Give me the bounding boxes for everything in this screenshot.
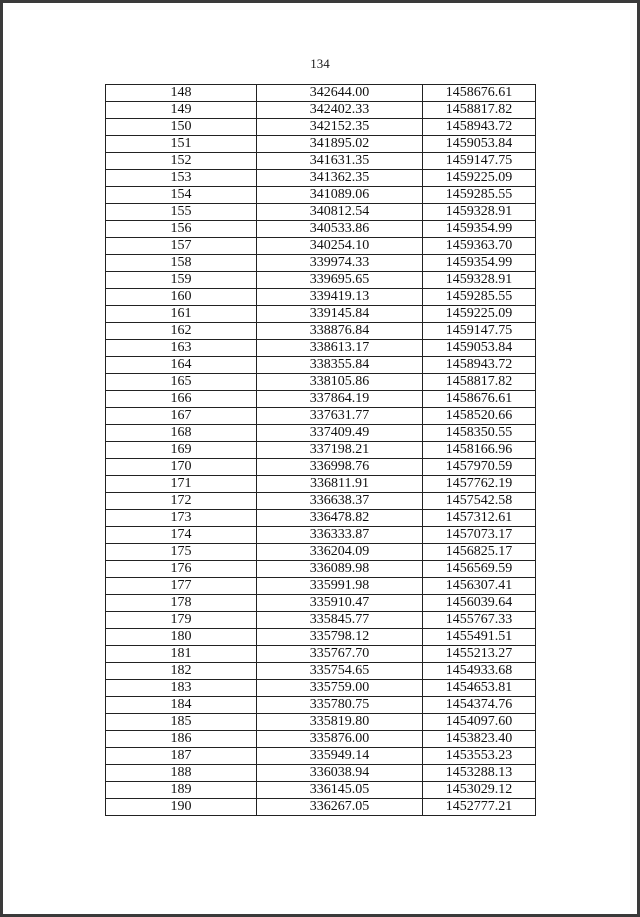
y-coordinate-cell: 1455491.51 [423, 629, 536, 646]
x-coordinate-cell: 339145.84 [257, 306, 423, 323]
table-row [106, 221, 536, 238]
point-number-cell: 184 [106, 697, 257, 714]
y-coordinate-cell: 1456569.59 [423, 561, 536, 578]
x-coordinate-cell: 341631.35 [257, 153, 423, 170]
point-number-cell: 181 [106, 646, 257, 663]
y-coordinate-cell: 1454933.68 [423, 663, 536, 680]
table-row [106, 544, 536, 561]
table-row [106, 748, 536, 765]
x-coordinate-cell: 336089.98 [257, 561, 423, 578]
point-number-cell: 158 [106, 255, 257, 272]
y-coordinate-cell: 1453029.12 [423, 782, 536, 799]
y-coordinate-cell: 1455767.33 [423, 612, 536, 629]
x-coordinate-cell: 340254.10 [257, 238, 423, 255]
y-coordinate-cell: 1453288.13 [423, 765, 536, 782]
table-row [106, 408, 536, 425]
x-coordinate-cell: 336145.05 [257, 782, 423, 799]
table-row [106, 170, 536, 187]
table-row [106, 782, 536, 799]
point-number-cell: 151 [106, 136, 257, 153]
table-row [106, 272, 536, 289]
x-coordinate-cell: 337631.77 [257, 408, 423, 425]
point-number-cell: 150 [106, 119, 257, 136]
table-row [106, 357, 536, 374]
table-row [106, 714, 536, 731]
x-coordinate-cell: 340533.86 [257, 221, 423, 238]
x-coordinate-cell: 335991.98 [257, 578, 423, 595]
y-coordinate-cell: 1459285.55 [423, 187, 536, 204]
x-coordinate-cell: 335798.12 [257, 629, 423, 646]
coordinates-table [105, 84, 536, 816]
y-coordinate-cell: 1459354.99 [423, 221, 536, 238]
y-coordinate-cell: 1457542.58 [423, 493, 536, 510]
table-row [106, 476, 536, 493]
x-coordinate-cell: 338876.84 [257, 323, 423, 340]
table-row [106, 765, 536, 782]
table-row [106, 238, 536, 255]
x-coordinate-cell: 342644.00 [257, 85, 423, 102]
point-number-cell: 171 [106, 476, 257, 493]
y-coordinate-cell: 1458166.96 [423, 442, 536, 459]
table-row [106, 119, 536, 136]
x-coordinate-cell: 336638.37 [257, 493, 423, 510]
table-row [106, 612, 536, 629]
point-number-cell: 189 [106, 782, 257, 799]
x-coordinate-cell: 340812.54 [257, 204, 423, 221]
y-coordinate-cell: 1453823.40 [423, 731, 536, 748]
point-number-cell: 180 [106, 629, 257, 646]
y-coordinate-cell: 1457970.59 [423, 459, 536, 476]
table-row [106, 187, 536, 204]
coordinates-table-body [106, 85, 536, 816]
x-coordinate-cell: 336038.94 [257, 765, 423, 782]
point-number-cell: 186 [106, 731, 257, 748]
x-coordinate-cell: 335949.14 [257, 748, 423, 765]
table-row [106, 493, 536, 510]
x-coordinate-cell: 336267.05 [257, 799, 423, 816]
point-number-cell: 174 [106, 527, 257, 544]
table-row [106, 663, 536, 680]
point-number-cell: 168 [106, 425, 257, 442]
x-coordinate-cell: 339974.33 [257, 255, 423, 272]
table-row [106, 510, 536, 527]
x-coordinate-cell: 337198.21 [257, 442, 423, 459]
point-number-cell: 173 [106, 510, 257, 527]
y-coordinate-cell: 1458817.82 [423, 374, 536, 391]
table-row [106, 153, 536, 170]
y-coordinate-cell: 1459285.55 [423, 289, 536, 306]
table-row [106, 102, 536, 119]
x-coordinate-cell: 338355.84 [257, 357, 423, 374]
point-number-cell: 165 [106, 374, 257, 391]
table-row [106, 289, 536, 306]
table-row [106, 578, 536, 595]
y-coordinate-cell: 1457073.17 [423, 527, 536, 544]
point-number-cell: 163 [106, 340, 257, 357]
point-number-cell: 175 [106, 544, 257, 561]
table-row [106, 85, 536, 102]
table-row [106, 680, 536, 697]
point-number-cell: 169 [106, 442, 257, 459]
point-number-cell: 161 [106, 306, 257, 323]
table-row [106, 374, 536, 391]
y-coordinate-cell: 1458676.61 [423, 85, 536, 102]
y-coordinate-cell: 1452777.21 [423, 799, 536, 816]
x-coordinate-cell: 337409.49 [257, 425, 423, 442]
x-coordinate-cell: 338105.86 [257, 374, 423, 391]
point-number-cell: 178 [106, 595, 257, 612]
point-number-cell: 162 [106, 323, 257, 340]
x-coordinate-cell: 336998.76 [257, 459, 423, 476]
x-coordinate-cell: 336333.87 [257, 527, 423, 544]
y-coordinate-cell: 1458817.82 [423, 102, 536, 119]
point-number-cell: 172 [106, 493, 257, 510]
point-number-cell: 159 [106, 272, 257, 289]
y-coordinate-cell: 1458350.55 [423, 425, 536, 442]
x-coordinate-cell: 339419.13 [257, 289, 423, 306]
x-coordinate-cell: 335767.70 [257, 646, 423, 663]
y-coordinate-cell: 1459225.09 [423, 306, 536, 323]
y-coordinate-cell: 1459053.84 [423, 136, 536, 153]
x-coordinate-cell: 341362.35 [257, 170, 423, 187]
y-coordinate-cell: 1454374.76 [423, 697, 536, 714]
point-number-cell: 155 [106, 204, 257, 221]
x-coordinate-cell: 335910.47 [257, 595, 423, 612]
x-coordinate-cell: 335780.75 [257, 697, 423, 714]
point-number-cell: 177 [106, 578, 257, 595]
y-coordinate-cell: 1458676.61 [423, 391, 536, 408]
table-row [106, 799, 536, 816]
point-number-cell: 170 [106, 459, 257, 476]
point-number-cell: 156 [106, 221, 257, 238]
table-row [106, 646, 536, 663]
y-coordinate-cell: 1454097.60 [423, 714, 536, 731]
table-row [106, 425, 536, 442]
table-row [106, 731, 536, 748]
x-coordinate-cell: 341895.02 [257, 136, 423, 153]
table-row [106, 306, 536, 323]
table-row [106, 323, 536, 340]
table-row [106, 136, 536, 153]
table-row [106, 391, 536, 408]
x-coordinate-cell: 335876.00 [257, 731, 423, 748]
table-row [106, 527, 536, 544]
x-coordinate-cell: 341089.06 [257, 187, 423, 204]
y-coordinate-cell: 1457312.61 [423, 510, 536, 527]
y-coordinate-cell: 1453553.23 [423, 748, 536, 765]
x-coordinate-cell: 335819.80 [257, 714, 423, 731]
y-coordinate-cell: 1458943.72 [423, 119, 536, 136]
point-number-cell: 179 [106, 612, 257, 629]
x-coordinate-cell: 335845.77 [257, 612, 423, 629]
y-coordinate-cell: 1458943.72 [423, 357, 536, 374]
x-coordinate-cell: 339695.65 [257, 272, 423, 289]
point-number-cell: 176 [106, 561, 257, 578]
point-number-cell: 164 [106, 357, 257, 374]
x-coordinate-cell: 335754.65 [257, 663, 423, 680]
y-coordinate-cell: 1459363.70 [423, 238, 536, 255]
point-number-cell: 167 [106, 408, 257, 425]
x-coordinate-cell: 342402.33 [257, 102, 423, 119]
point-number-cell: 183 [106, 680, 257, 697]
table-row [106, 459, 536, 476]
point-number-cell: 152 [106, 153, 257, 170]
y-coordinate-cell: 1456825.17 [423, 544, 536, 561]
point-number-cell: 187 [106, 748, 257, 765]
y-coordinate-cell: 1459328.91 [423, 272, 536, 289]
table-row [106, 204, 536, 221]
x-coordinate-cell: 337864.19 [257, 391, 423, 408]
y-coordinate-cell: 1454653.81 [423, 680, 536, 697]
point-number-cell: 188 [106, 765, 257, 782]
point-number-cell: 148 [106, 85, 257, 102]
x-coordinate-cell: 335759.00 [257, 680, 423, 697]
y-coordinate-cell: 1456039.64 [423, 595, 536, 612]
y-coordinate-cell: 1457762.19 [423, 476, 536, 493]
point-number-cell: 185 [106, 714, 257, 731]
y-coordinate-cell: 1459354.99 [423, 255, 536, 272]
point-number-cell: 154 [106, 187, 257, 204]
y-coordinate-cell: 1458520.66 [423, 408, 536, 425]
y-coordinate-cell: 1455213.27 [423, 646, 536, 663]
point-number-cell: 182 [106, 663, 257, 680]
table-row [106, 595, 536, 612]
x-coordinate-cell: 336811.91 [257, 476, 423, 493]
point-number-cell: 190 [106, 799, 257, 816]
table-row [106, 340, 536, 357]
point-number-cell: 166 [106, 391, 257, 408]
table-row [106, 442, 536, 459]
y-coordinate-cell: 1456307.41 [423, 578, 536, 595]
point-number-cell: 160 [106, 289, 257, 306]
table-row [106, 629, 536, 646]
point-number-cell: 157 [106, 238, 257, 255]
x-coordinate-cell: 336478.82 [257, 510, 423, 527]
y-coordinate-cell: 1459328.91 [423, 204, 536, 221]
page-number: 134 [310, 56, 330, 71]
y-coordinate-cell: 1459147.75 [423, 153, 536, 170]
x-coordinate-cell: 342152.35 [257, 119, 423, 136]
table-row [106, 255, 536, 272]
y-coordinate-cell: 1459225.09 [423, 170, 536, 187]
point-number-cell: 149 [106, 102, 257, 119]
x-coordinate-cell: 338613.17 [257, 340, 423, 357]
x-coordinate-cell: 336204.09 [257, 544, 423, 561]
point-number-cell: 153 [106, 170, 257, 187]
y-coordinate-cell: 1459053.84 [423, 340, 536, 357]
table-row [106, 561, 536, 578]
table-row [106, 697, 536, 714]
y-coordinate-cell: 1459147.75 [423, 323, 536, 340]
